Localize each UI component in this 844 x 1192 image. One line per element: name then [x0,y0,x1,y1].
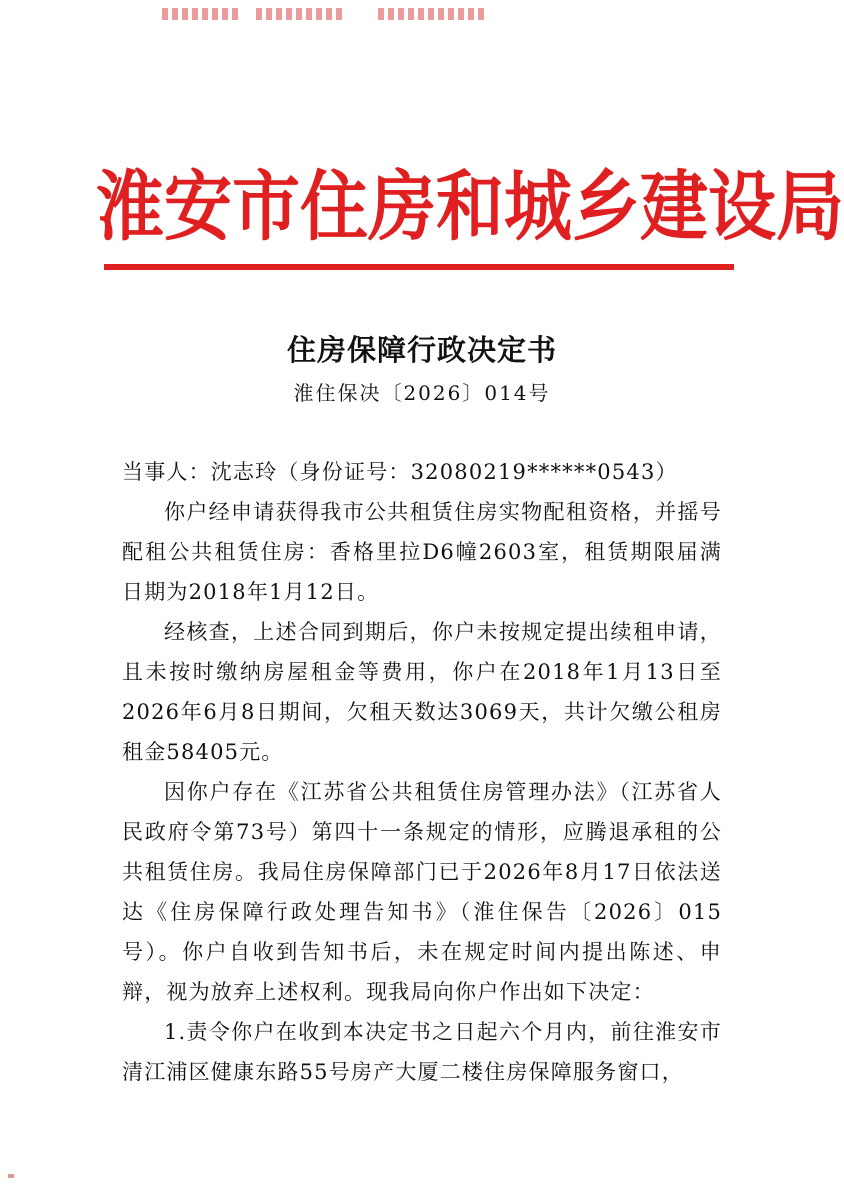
paragraph-2: 经核查，上述合同到期后，你户未按规定提出续租申请，且未按时缴纳房屋租金等费用，你户在2018年1月13日至2026年6月8日期间，欠租天数达3069天，共计欠缴公租房租金58405元。 [122,620,722,764]
document-body [122,452,722,1092]
paragraph-4: 1.责令你户在收到本决定书之日起六个月内，前往淮安市清江浦区健康东路55号房产大厦二楼住房保障服务窗口， [122,1020,722,1084]
issuing-authority-title: 淮安市住房和城乡建设局 [96,163,844,253]
document-number: 淮住保决〔2026〕014号 [293,381,551,405]
scan-corner-mark [8,1174,14,1178]
party-line: 当事人：沈志玲（身份证号：32080219******0543） [122,460,678,484]
red-header-rule [104,264,734,270]
paragraph-3: 因你户存在《江苏省公共租赁住房管理办法》（江苏省人民政府令第73号）第四十一条规定的情形，应腾退承租的公共租赁住房。我局住房保障部门已于2026年8月17日依法送达《住房保障行政处理告知书》（淮住保告〔2026〕015号）。你户自收到告知书后，未在规定时间内提出陈述、申辩，视为放弃上述权利。现我局向你户作出如下决定： [122,780,722,1004]
paragraph-1: 你户经申请获得我市公共租赁住房实物配租资格，并摇号配租公共租赁住房：香格里拉D6幢2603室，租赁期限届满日期为2018年1月12日。 [122,500,722,604]
scan-artifact-marks [0,8,844,22]
document-title: 住房保障行政决定书 [286,333,557,367]
